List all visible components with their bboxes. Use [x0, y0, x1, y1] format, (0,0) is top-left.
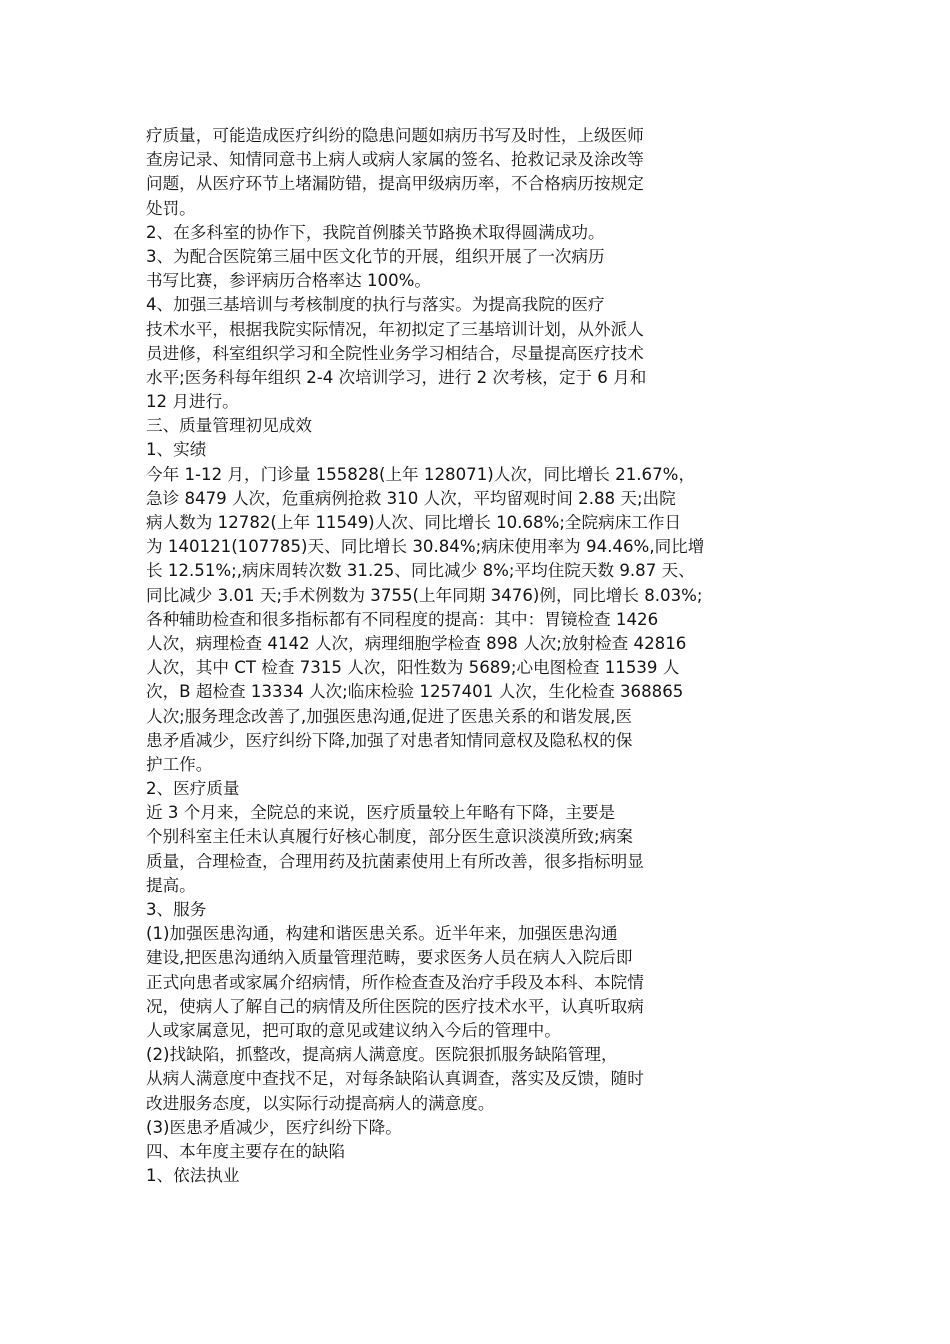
text-line: 病人数为 12782(上年 11549)人次、同比增长 10.68%;全院病床工作日 [146, 513, 682, 532]
text-line: 次，B 超检查 13334 人次;临床检验 1257401 人次，生化检查 368865 [146, 682, 684, 702]
text-line: 水平;医务科每年组织 2-4 次培训学习，进行 2 次考核，定于 6 月和 [146, 367, 647, 387]
text-line: 近 3 个月来，全院总的来说，医疗质量较上年略有下降，主要是 [146, 803, 616, 823]
text-line: 1、实绩 [146, 440, 207, 460]
text-line: 质量，合理检查，合理用药及抗菌素使用上有所改善，很多指标明显 [146, 851, 644, 871]
text-line: (1)加强医患沟通，构建和谐医患关系。近半年来，加强医患沟通 [146, 924, 618, 944]
text-line: 人次，其中 CT 检查 7315 人次，阳性数为 5689;心电图检查 11539 人 [146, 658, 680, 678]
text-line: 护工作。 [146, 754, 213, 774]
text-line: 同比减少 3.01 天;手术例数为 3755(上年同期 3476)例，同比增长 8.03%; [146, 585, 703, 605]
text-line: 1、依法执业 [146, 1166, 240, 1186]
text-line: 三、质量管理初见成效 [146, 416, 312, 436]
text-line: 长 12.51%;,病床周转次数 31.25、同比减少 8%;平均住院天数 9.87 天、 [146, 561, 695, 581]
text-line: 建设,把医患沟通纳入质量管理范畴，要求医务人员在病人入院后即 [146, 948, 633, 968]
text-line: 人次，病理检查 4142 人次，病理细胞学检查 898 人次;放射检查 42816 [146, 633, 687, 653]
text-line: 问题，从医疗环节上堵漏防错，提高甲级病历率，不合格病历按规定 [146, 174, 644, 194]
text-line: 员进修，科室组织学习和全院性业务学习相结合，尽量提高医疗技术 [146, 343, 644, 363]
text-line: 查房记录、知情同意书上病人或病人家属的签名、抢救记录及涂改等 [146, 150, 644, 170]
text-line: 正式向患者或家属介绍病情，所作检查查及治疗手段及本科、本院情 [146, 972, 644, 992]
text-line: 人或家属意见，把可取的意见或建议纳入今后的管理中。 [146, 1020, 561, 1040]
text-line: 2、在多科室的协作下，我院首例膝关节路换术取得圆满成功。 [146, 222, 605, 242]
text-line: 为 140121(107785)天、同比增长 30.84%;病床使用率为 94.46%,同比增 [146, 537, 705, 557]
text-line: 疗质量，可能造成医疗纠纷的隐患问题如病历书写及时性，上级医师 [146, 126, 644, 145]
text-line: 况，使病人了解自己的病情及所住医院的医疗技术水平，认真听取病 [146, 996, 644, 1016]
text-line: (2)找缺陷，抓整改，提高病人满意度。医院狠抓服务缺陷管理， [146, 1045, 618, 1065]
text-line: (3)医患矛盾减少，医疗纠纷下降。 [146, 1117, 402, 1137]
text-line: 2、医疗质量 [146, 779, 240, 799]
text-line: 四、本年度主要存在的缺陷 [146, 1141, 346, 1161]
text-line: 书写比赛，参评病历合格率达 100%。 [146, 271, 432, 291]
text-line: 患矛盾减少，医疗纠纷下降,加强了对患者知情同意权及隐私权的保 [146, 730, 633, 750]
text-line: 各种辅助检查和很多指标都有不同程度的提高：其中：胃镜检查 1426 [146, 609, 659, 629]
text-line: 技术水平，根据我院实际情况，年初拟定了三基培训计划，从外派人 [146, 319, 644, 339]
text-line: 12 月进行。 [146, 392, 239, 412]
text-line: 从病人满意度中查找不足，对每条缺陷认真调查，落实及反馈，随时 [146, 1069, 644, 1089]
text-line: 4、加强三基培训与考核制度的执行与落实。为提高我院的医疗 [146, 295, 605, 315]
document-body [146, 124, 736, 1188]
text-line: 3、服务 [146, 900, 207, 919]
text-line: 人次;服务理念改善了,加强医患沟通,促进了医患关系的和谐发展,医 [146, 706, 633, 726]
text-line: 3、为配合医院第三届中医文化节的开展，组织开展了一次病历 [146, 246, 605, 266]
text-line: 处罚。 [146, 198, 196, 218]
text-line: 改进服务态度，以实际行动提高病人的满意度。 [146, 1093, 495, 1113]
text-line: 今年 1-12 月，门诊量 155828(上年 128071)人次，同比增长 21.67%， [146, 464, 696, 484]
text-line: 急诊 8479 人次，危重病例抢救 310 人次，平均留观时间 2.88 天;出院 [146, 488, 676, 508]
text-line: 个别科室主任未认真履行好核心制度，部分医生意识淡漠所致;病案 [146, 827, 633, 847]
text-line: 提高。 [146, 875, 196, 895]
